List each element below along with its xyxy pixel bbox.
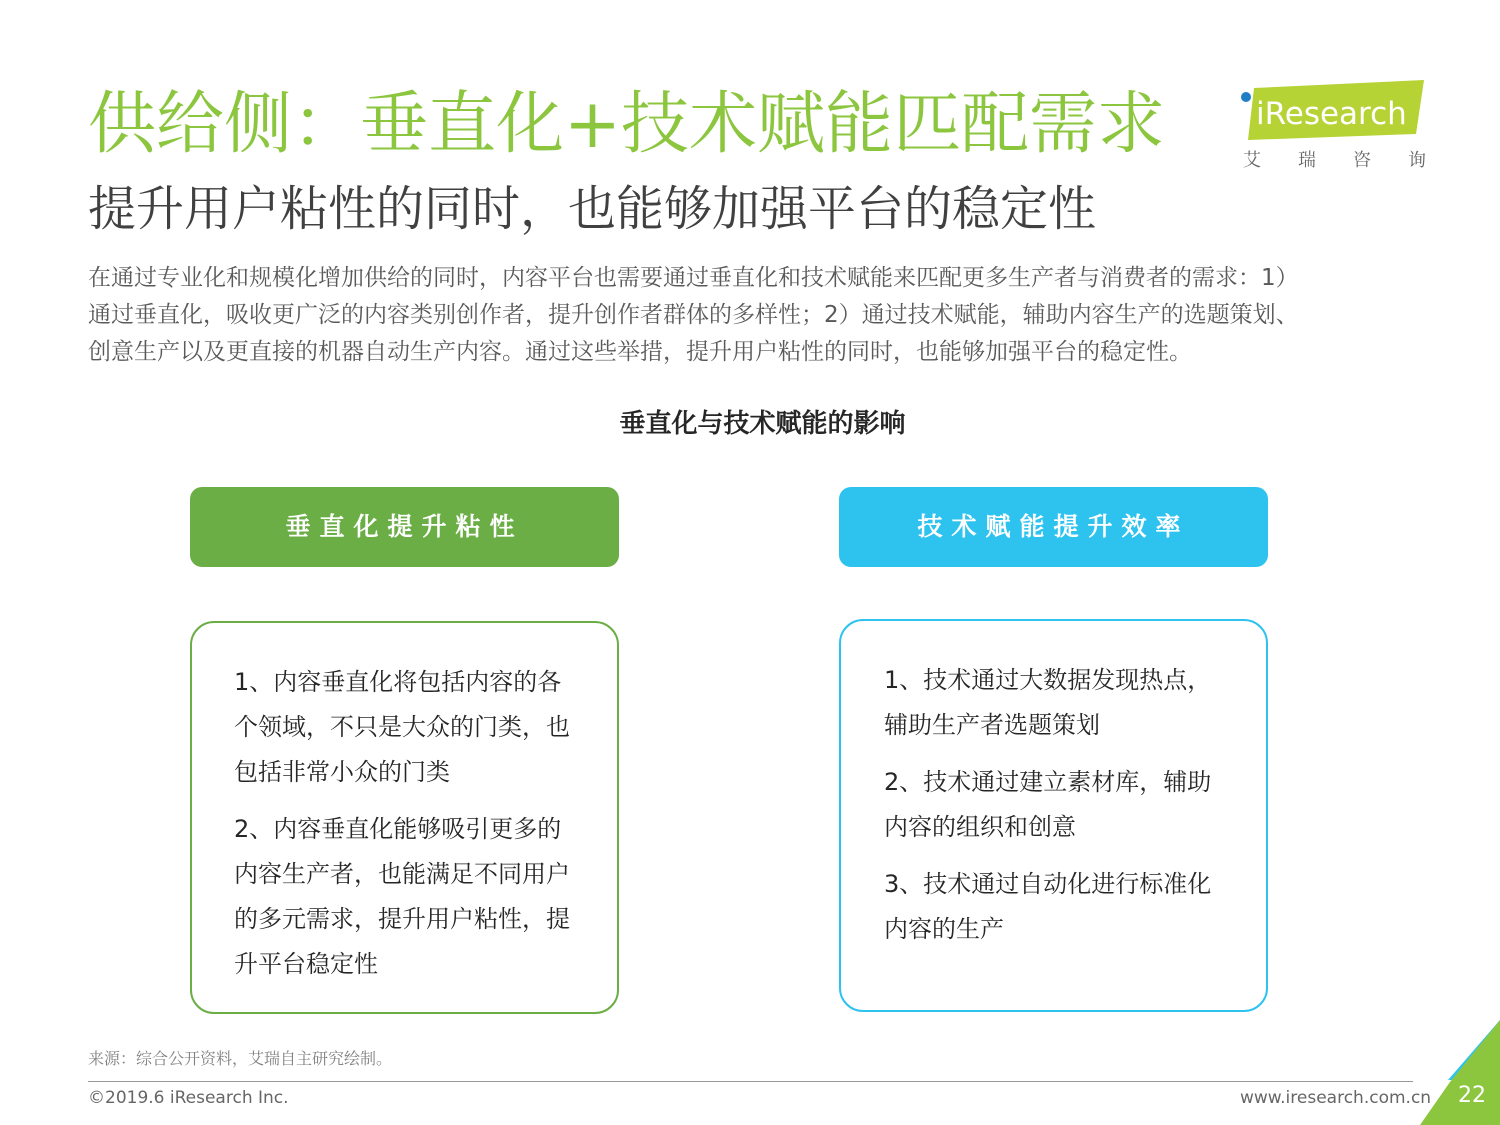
page-number: 22 xyxy=(1458,1083,1486,1108)
tech-item: 3、技术通过自动化进行标准化内容的生产 xyxy=(884,870,1212,943)
logo-dot xyxy=(1241,92,1251,102)
intro-line: 通过垂直化，吸收更广泛的内容类别创作者，提升创作者群体的多样性；2）通过技术赋能，辅助内容生产的选题策划、 xyxy=(88,302,1299,328)
section-title: 垂直化与技术赋能的影响 xyxy=(619,409,906,439)
tech-item: 1、技术通过大数据发现热点，辅助生产者选题策划 xyxy=(884,666,1212,739)
tech-item: 2、技术通过建立素材库，辅助内容的组织和创意 xyxy=(884,768,1212,841)
intro-line: 在通过专业化和规模化增加供给的同时，内容平台也需要通过垂直化和技术赋能来匹配更多生产者与消费者的需求：1） xyxy=(88,265,1299,291)
vertical-card-body xyxy=(234,660,584,987)
intro-line: 创意生产以及更直接的机器自动生产内容。通过这些举措，提升用户粘性的同时，也能够加强平台的稳定性。 xyxy=(88,339,1192,365)
intro-paragraph xyxy=(88,260,1418,371)
vertical-item: 1、内容垂直化将包括内容的各个领域，不只是大众的门类，也包括非常小众的门类 xyxy=(234,668,570,786)
copyright: ©2019.6 iResearch Inc. xyxy=(88,1088,289,1108)
page-title: 供给侧：垂直化+技术赋能匹配需求 xyxy=(88,85,1165,164)
website-link[interactable]: www.iresearch.com.cn xyxy=(1240,1088,1432,1108)
vertical-header: 垂直化提升粘性 xyxy=(190,487,619,567)
logo-brand-text: iResearch xyxy=(1256,96,1407,132)
corner-green-shape xyxy=(1420,1020,1500,1125)
source-note: 来源：综合公开资料，艾瑞自主研究绘制。 xyxy=(88,1049,393,1068)
tech-card-body xyxy=(884,658,1234,952)
vertical-item: 2、内容垂直化能够吸引更多的内容生产者，也能满足不同用户的多元需求，提升用户粘性，提升平台稳定性 xyxy=(234,815,570,978)
footer-divider xyxy=(88,1081,1413,1082)
corner-decoration xyxy=(1420,1020,1500,1125)
tech-header: 技术赋能提升效率 xyxy=(839,487,1268,567)
page-subtitle: 提升用户粘性的同时，也能够加强平台的稳定性 xyxy=(88,181,1097,237)
logo-chinese-text: 艾瑞咨询 xyxy=(1243,150,1463,171)
